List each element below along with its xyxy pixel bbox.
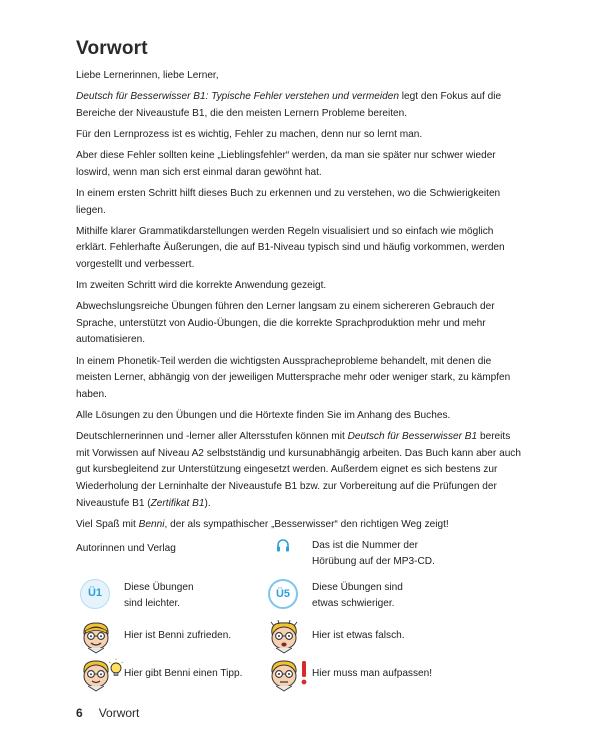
paragraph-7: Abwechslungsreiche Übungen führen den Lerner langsam zu einem sichereren Gebrauch der Sprache, unterstützt von Audio-Übungen, die die korrekte Sprachproduktion mehr und mehr automatisieren. <box>76 301 495 346</box>
tip-legend-text: Hier gibt Benni einen Tipp. <box>124 668 243 679</box>
hard-legend-text: Diese Übungen sind etwas schwieriger. <box>312 582 403 609</box>
salutation: Liebe Lernerinnen, liebe Lerner, <box>76 70 219 81</box>
paragraph-10: Deutschlernerinnen und -lerner aller Altersstufen können mit Deutsch für Besserwisser B1 bereits mit Vorwissen auf Niveau A2 selbstständig und kursunabhängig arbeiten. Das Buch kann aber auch gut kursbegleitend zur Unterstützung eingesetzt werden. Außerdem eignet es sich bestens zur Wiederholung der Lerninhalte der Niveaustufe B1 bzw. zur Vorbereitung auf die Prüfungen der Niveaustufe B1 (Zertifikat B1). <box>76 431 521 509</box>
paragraph-1: Deutsch für Besserwisser B1: Typische Fehler verstehen und vermeiden legt den Fokus auf die Bereiche der Niveaustufe B1, die den meisten Lernern Probleme bereiten. <box>76 91 502 119</box>
page-title: Vorwort <box>76 38 148 59</box>
page-footer <box>76 706 139 720</box>
footer-section: Vorwort <box>98 706 140 720</box>
signature: Autorinnen und Verlag <box>76 543 176 555</box>
paragraph-6: Im zweiten Schritt wird die korrekte Anwendung gezeigt. <box>76 280 327 292</box>
paragraph-3: Aber diese Fehler sollten keine „Lieblingsfehler“ werden, da man sie später nur schwer wieder loswird, wenn man sich erst einmal daran gewöhnt hat. <box>76 150 496 178</box>
page-number: 6 <box>76 706 83 720</box>
benni-caution-exclamation-icon <box>266 658 312 692</box>
happy-legend-text: Hier ist Benni zufrieden. <box>124 630 232 641</box>
benni-happy-icon <box>78 620 114 654</box>
paragraph-8: In einem Phonetik-Teil werden die wichtigsten Ausspracheprobleme behandelt, mit denen die meisten Lerner, abhängig von der jeweiligen Muttersprache mehr oder weniger stark, zu kämpfen haben. <box>76 355 511 400</box>
headphones-icon <box>276 538 290 554</box>
paragraph-11: Viel Spaß mit Benni, der als sympathischer „Besserwisser“ den richtigen Weg zeigt! <box>76 518 449 530</box>
easy-legend-text: Diese Übungen sind leichter. <box>124 582 194 609</box>
benni-tip-lightbulb-icon <box>78 658 124 692</box>
book-title-italic: Deutsch für Besserwisser B1: Typische Fehler verstehen und vermeiden <box>76 91 399 103</box>
benni-wrong-icon <box>266 620 302 654</box>
hard-exercise-badge: Ü5 <box>268 579 298 609</box>
wrong-legend-text: Hier ist etwas falsch. <box>312 630 405 641</box>
paragraph-4: In einem ersten Schritt hilft dieses Buch zu erkennen und zu verstehen, wo die Schwierigkeiten liegen. <box>76 187 501 216</box>
paragraph-5: Mithilfe klarer Grammatikdarstellungen werden Regeln visualisiert und so einfach wie möglich erklärt. Fehlerhafte Äußerungen, die auf B1-Niveau typisch sind und häufig vorkommen, werden vorgestellt und verbessert. <box>76 225 505 270</box>
easy-exercise-badge: Ü1 <box>80 579 110 609</box>
audio-legend-text: Das ist die Nummer der Hörübung auf der MP3-CD. <box>312 540 435 567</box>
paragraph-9: Alle Lösungen zu den Übungen und die Hörtexte finden Sie im Anhang des Buches. <box>76 410 451 422</box>
caution-legend-text: Hier muss man aufpassen! <box>312 668 433 679</box>
paragraph-2: Für den Lernprozess ist es wichtig, Fehler zu machen, denn nur so lernt man. <box>76 128 423 140</box>
